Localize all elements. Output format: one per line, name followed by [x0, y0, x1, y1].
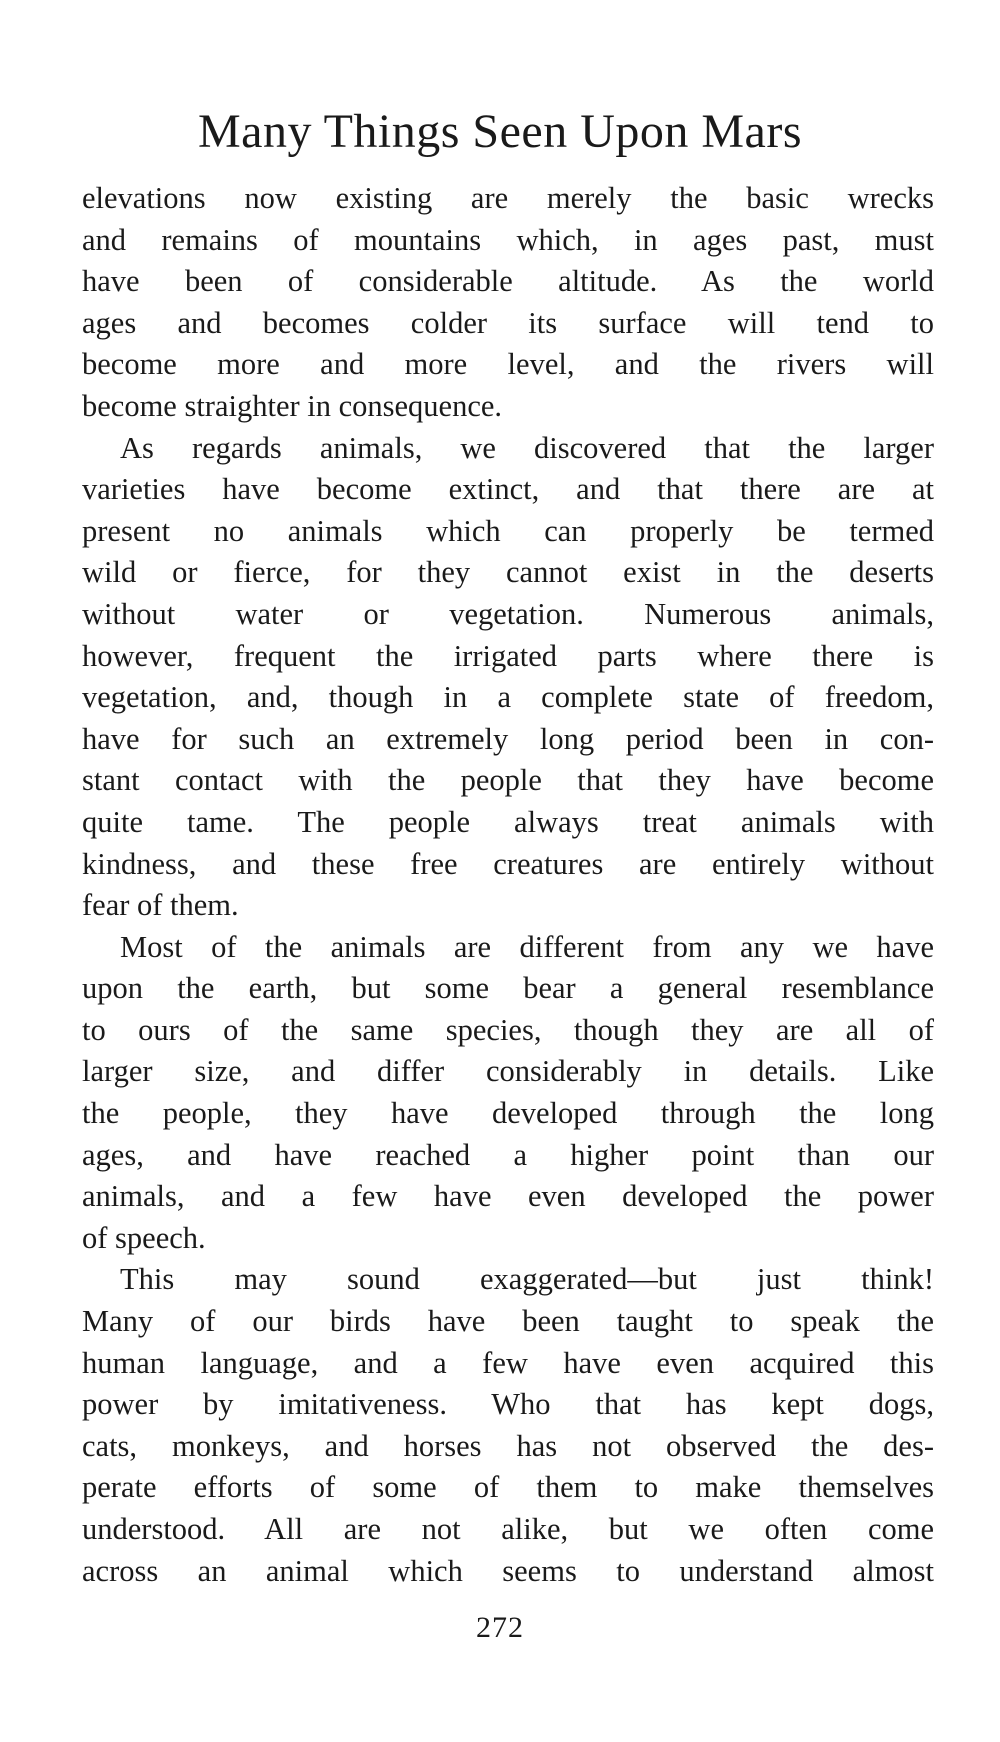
text-line: power by imitativeness. Who that has kept dogs, — [82, 1387, 934, 1422]
text-line: cats, monkeys, and horses has not observed the des- — [82, 1428, 934, 1463]
text-line: Many of our birds have been taught to speak the — [82, 1304, 934, 1339]
text-line: This may sound exaggerated—but just think! — [120, 1262, 934, 1297]
page-number: 272 — [476, 1611, 524, 1644]
text-line: vegetation, and, though in a complete state of freedom, — [82, 680, 934, 715]
text-line: stant contact with the people that they have become — [82, 763, 934, 798]
text-line: varieties have become extinct, and that there are at — [82, 472, 934, 507]
text-line: perate efforts of some of them to make themselves — [82, 1470, 934, 1505]
text-line: and remains of mountains which, in ages past, must — [82, 222, 934, 257]
paragraph — [82, 1259, 934, 1592]
text-line: become more and more level, and the rivers will — [82, 347, 934, 382]
text-line: larger size, and differ considerably in details. Like — [82, 1054, 934, 1089]
text-line: human language, and a few have even acquired this — [82, 1345, 934, 1380]
paragraph — [82, 428, 934, 927]
text-line: quite tame. The people always treat animals with — [82, 804, 934, 839]
running-head: Many Things Seen Upon Mars — [197, 105, 803, 158]
paragraph — [82, 178, 934, 428]
text-line: across an animal which seems to understand almost — [82, 1553, 934, 1588]
text-line: to ours of the same species, though they are all of — [82, 1012, 934, 1047]
text-line: the people, they have developed through the long — [82, 1096, 934, 1131]
text-line: Most of the animals are different from any we have — [120, 929, 934, 964]
text-line: have been of considerable altitude. As the world — [82, 264, 934, 299]
text-line: fear of them. — [82, 888, 239, 923]
text-line: however, frequent the irrigated parts where there is — [82, 638, 934, 673]
text-line: of speech. — [82, 1220, 206, 1255]
text-line: animals, and a few have even developed the power — [82, 1179, 934, 1214]
text-line: become straighter in consequence. — [82, 388, 503, 423]
text-line: elevations now existing are merely the basic wrecks — [82, 181, 934, 215]
text-line: ages and becomes colder its surface will tend to — [82, 305, 934, 340]
text-line: upon the earth, but some bear a general resemblance — [82, 971, 934, 1006]
text-line: kindness, and these free creatures are entirely without — [82, 846, 934, 881]
paragraph — [82, 927, 934, 1260]
body-text — [82, 178, 934, 1592]
text-line: wild or fierce, for they cannot exist in the deserts — [82, 555, 934, 590]
text-line: ages, and have reached a higher point than our — [82, 1137, 934, 1172]
text-line: have for such an extremely long period been in con- — [82, 721, 934, 756]
text-line: understood. All are not alike, but we often come — [82, 1512, 934, 1546]
text-line: present no animals which can properly be termed — [82, 513, 934, 548]
text-line: As regards animals, we discovered that the larger — [120, 430, 934, 465]
text-line: without water or vegetation. Numerous animals, — [82, 596, 934, 631]
